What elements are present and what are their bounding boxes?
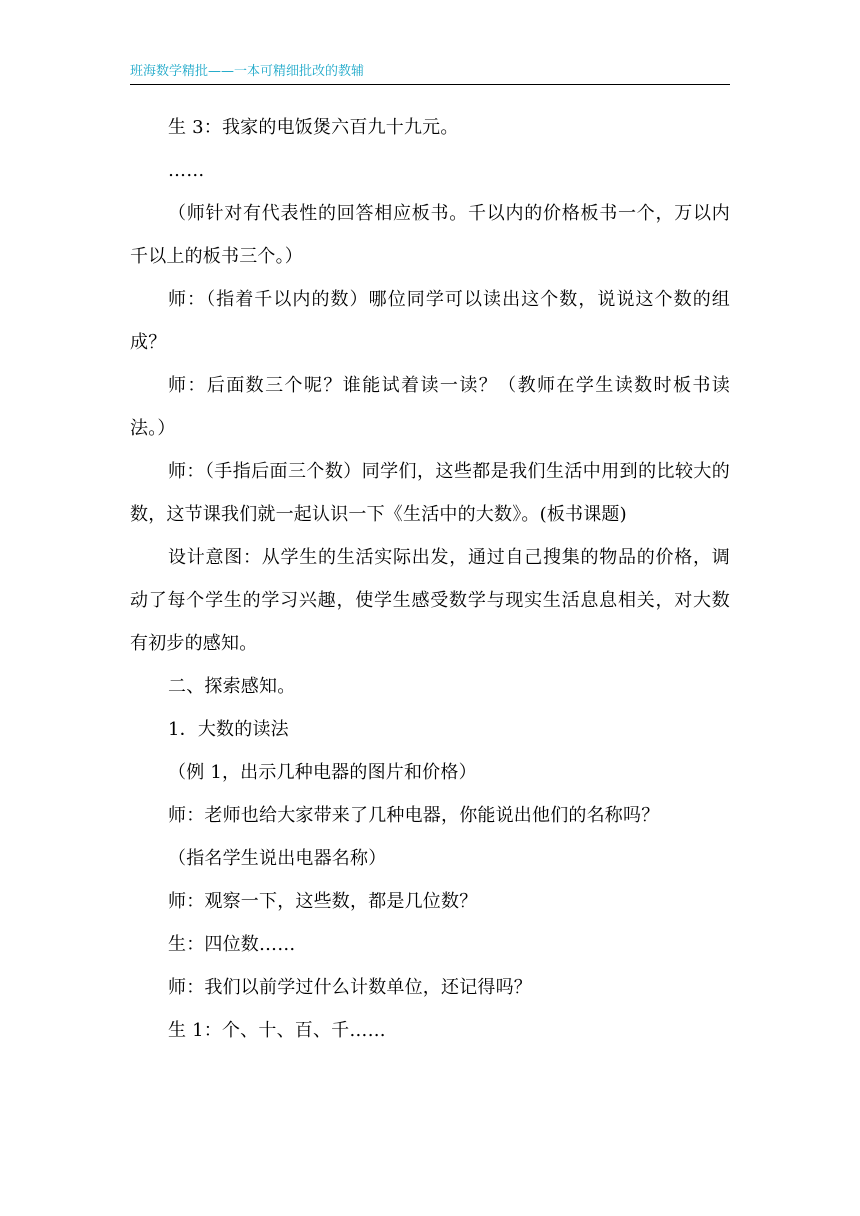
paragraph: （师针对有代表性的回答相应板书。千以内的价格板书一个，万以内千以上的板书三个。） bbox=[130, 203, 730, 267]
subsection-heading: 1．大数的读法 bbox=[168, 719, 289, 740]
paragraph: （例 1，出示几种电器的图片和价格） bbox=[168, 762, 477, 783]
paragraph: 生 3：我家的电饭煲六百九十九元。 bbox=[168, 117, 459, 138]
paragraph: 师：观察一下，这些数，都是几位数？ bbox=[168, 891, 478, 912]
paragraph: 师：后面数三个呢？谁能试着读一读？（教师在学生读数时板书读法。） bbox=[130, 375, 730, 439]
document-body bbox=[130, 106, 730, 1052]
section-heading: 二、探索感知。 bbox=[168, 676, 296, 697]
paragraph: 师：我们以前学过什么计数单位，还记得吗？ bbox=[168, 977, 532, 998]
paragraph: 师：（指着千以内的数）哪位同学可以读出这个数，说说这个数的组成？ bbox=[130, 289, 730, 353]
paragraph: 师：老师也给大家带来了几种电器，你能说出他们的名称吗？ bbox=[168, 805, 660, 826]
header-title: 班海数学精批——一本可精细批改的教辅 bbox=[130, 64, 365, 79]
paragraph: （指名学生说出电器名称） bbox=[168, 848, 387, 869]
paragraph: 生 1：个、十、百、千…… bbox=[168, 1020, 386, 1041]
page-header bbox=[130, 62, 730, 85]
paragraph: …… bbox=[168, 160, 205, 181]
paragraph: 师：（手指后面三个数）同学们，这些都是我们生活中用到的比较大的数，这节课我们就一起认识一下《生活中的大数》。(板书课题) bbox=[130, 461, 730, 525]
paragraph: 生：四位数…… bbox=[168, 934, 296, 955]
paragraph: 设计意图：从学生的生活实际出发，通过自己搜集的物品的价格，调动了每个学生的学习兴趣，使学生感受数学与现实生活息息相关，对大数有初步的感知。 bbox=[130, 547, 730, 654]
